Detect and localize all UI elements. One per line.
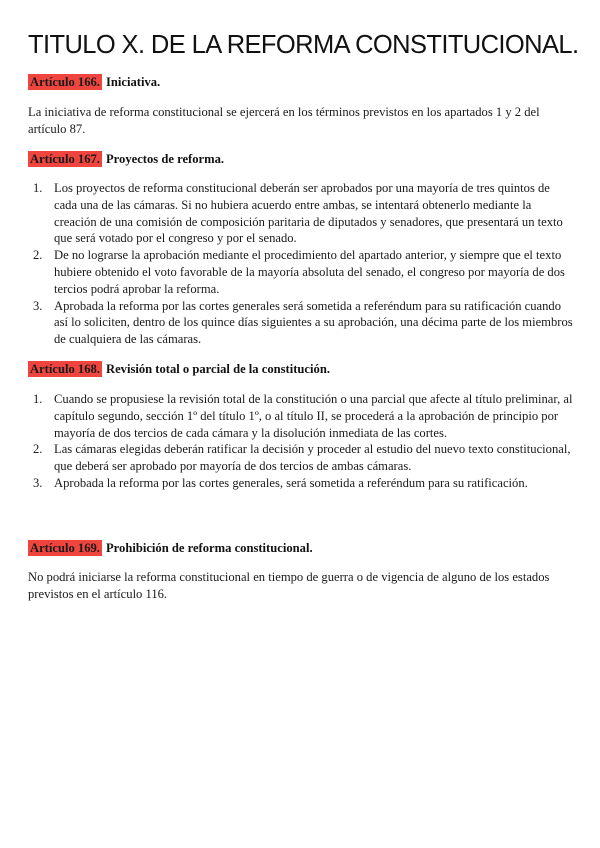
article-name: Iniciativa. bbox=[105, 75, 161, 89]
list-item bbox=[28, 391, 576, 441]
list-item bbox=[28, 180, 576, 247]
list-item-text: Cuando se propusiese la revisión total de la constitución o una parcial que afecte al título preliminar, al capítulo segundo, sección 1º del título 1º, o al título II, se procederá a la aprobación de principio por mayoría de dos tercios de cada cámara y la disolución inmediata de las cortes. bbox=[54, 392, 573, 440]
list-item bbox=[28, 475, 576, 492]
list-item bbox=[28, 441, 576, 475]
list-item-text: De no lograrse la aprobación mediante el procedimiento del apartado anterior, y siempre que el texto hubiere obtenido el voto favorable de la mayoría absoluta del senado, el congreso por mayoría de dos tercios podrá aprobar la reforma. bbox=[54, 248, 565, 296]
list-item-number: 1. bbox=[33, 181, 43, 195]
list-item-number: 3. bbox=[33, 475, 43, 490]
article-name: Revisión total o parcial de la constitución. bbox=[105, 362, 330, 376]
list-item bbox=[28, 247, 576, 297]
article-number-highlight: Artículo 167. bbox=[30, 152, 100, 166]
list-item-number: 2. bbox=[33, 442, 43, 457]
article-number-highlight: Artículo 166. bbox=[30, 75, 100, 89]
list-item bbox=[28, 298, 576, 348]
list-item-number: 2. bbox=[33, 248, 43, 263]
article-name: Proyectos de reforma. bbox=[105, 152, 225, 166]
article-paragraph: No podrá iniciarse la reforma constitucional en tiempo de guerra o de vigencia de alguno de los estados previstos en el artículo 116. bbox=[28, 570, 550, 601]
list-item-text: Los proyectos de reforma constitucional deberán ser aprobados por una mayoría de tres quintos de cada una de las cámaras. Si no hubiera acuerdo entre ambas, se intentará obtenerlo mediante la creación de una comisión de composición paritaria de diputados y senadores, que presentará un texto que será votado por el congreso y por el senado. bbox=[54, 181, 563, 246]
article-name: Prohibición de reforma constitucional. bbox=[105, 541, 313, 555]
page-title: TITULO X. DE LA REFORMA CONSTITUCIONAL. bbox=[28, 31, 579, 59]
numbered-list bbox=[28, 391, 576, 492]
list-item-text: Las cámaras elegidas deberán ratificar la decisión y proceder al estudio del nuevo texto constitucional, que deberá ser aprobado por mayoría de dos tercios de ambas cámaras. bbox=[54, 442, 571, 474]
article-paragraph: La iniciativa de reforma constitucional se ejercerá en los términos previstos en los apartados 1 y 2 del artículo 87. bbox=[28, 105, 540, 136]
article-heading bbox=[28, 361, 330, 377]
list-item-text: Aprobada la reforma por las cortes generales, será sometida a referéndum para su ratificación. bbox=[54, 475, 528, 490]
article-heading bbox=[28, 151, 224, 167]
article-heading bbox=[28, 74, 160, 90]
list-item-number: 3. bbox=[33, 298, 43, 313]
list-item-text: Aprobada la reforma por las cortes generales será sometida a referéndum para su ratificación cuando así lo soliciten, dentro de los quince días siguientes a su aprobación, una décima parte de los miembros de cualquiera de las cámaras. bbox=[54, 298, 573, 347]
article-number-highlight: Artículo 169. bbox=[30, 541, 100, 555]
article-number-highlight: Artículo 168. bbox=[30, 362, 100, 376]
article-heading bbox=[28, 540, 313, 556]
numbered-list bbox=[28, 180, 576, 348]
list-item-number: 1. bbox=[33, 392, 43, 406]
